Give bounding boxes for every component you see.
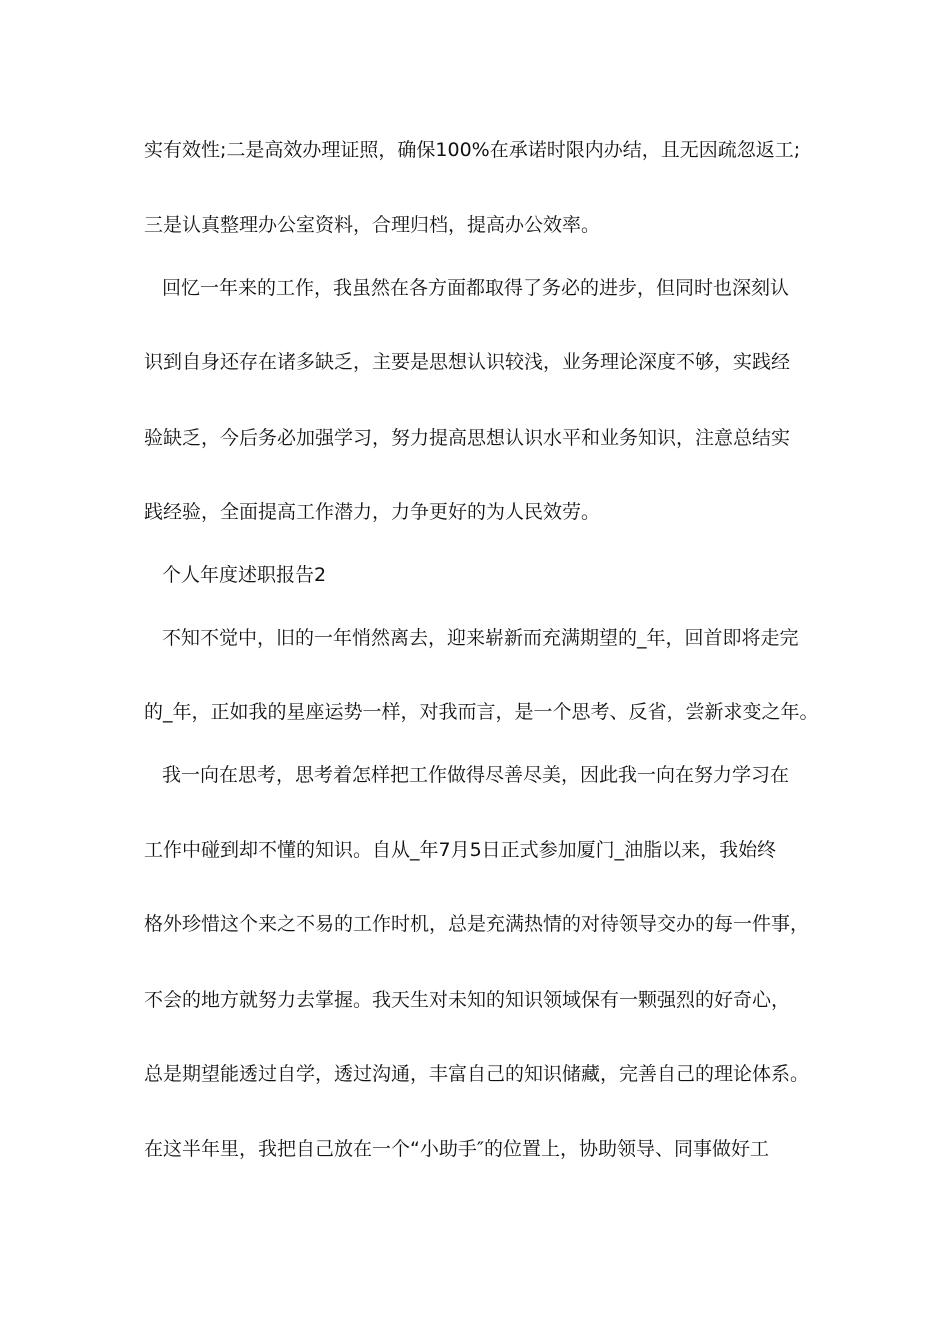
paragraph-line: 验缺乏，今后务必加强学习，努力提高思想认识水平和业务知识，注意总结实 <box>144 427 791 449</box>
paragraph-line: 不知不觉中，旧的一年悄然离去，迎来崭新而充满期望的_年，回首即将走完 <box>162 627 799 649</box>
paragraph-line: 识到自身还存在诸多缺乏，主要是思想认识较浅，业务理论深度不够，实践经 <box>144 351 791 373</box>
paragraph-line: 在这半年里，我把自己放在一个“小助手″的位置上，协助领导、同事做好工 <box>144 1138 769 1160</box>
paragraph-line: 我一向在思考，思考着怎样把工作做得尽善尽美，因此我一向在努力学习在 <box>162 764 790 786</box>
paragraph-line: 实有效性;二是高效办理证照，确保100%在承诺时限内办结，且无因疏忽返工; <box>144 139 801 161</box>
paragraph-line: 格外珍惜这个来之不易的工作时机，总是充满热情的对待领导交办的每一件事， <box>144 913 810 935</box>
section-heading: 个人年度述职报告2 <box>162 564 327 586</box>
paragraph-line: 的_年，正如我的星座运势一样，对我而言，是一个思考、反省，尝新求变之年。 <box>144 701 819 723</box>
paragraph-line: 回忆一年来的工作，我虽然在各方面都取得了务必的进步，但同时也深刻认 <box>162 277 790 299</box>
paragraph-line: 三是认真整理办公室资料，合理归档，提高办公效率。 <box>144 214 601 236</box>
paragraph-line: 不会的地方就努力去掌握。我天生对未知的知识领域保有一颗强烈的好奇心， <box>144 989 791 1011</box>
paragraph-line: 总是期望能透过自学，透过沟通，丰富自己的知识储藏，完善自己的理论体系。 <box>144 1063 810 1085</box>
paragraph-line: 践经验，全面提高工作潜力，力争更好的为人民效劳。 <box>144 501 601 523</box>
paragraph-line: 工作中碰到却不懂的知识。自从_年7月5日正式参加厦门_油脂以来，我始终 <box>144 839 777 861</box>
